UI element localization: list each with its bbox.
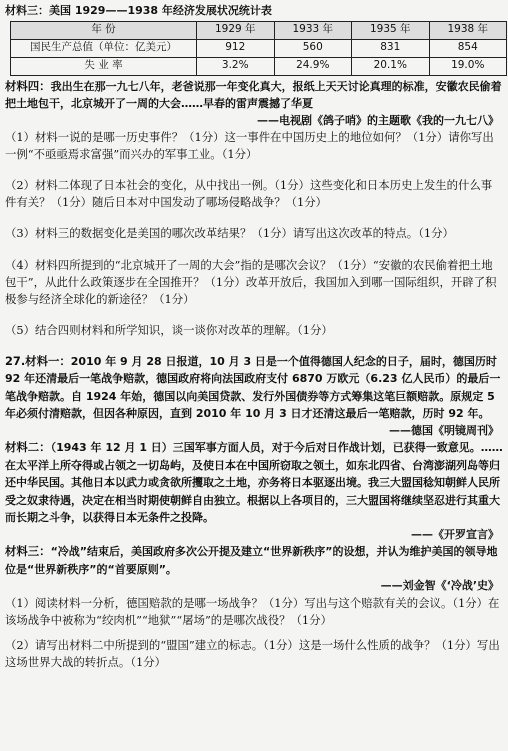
q27-material2-text: （1943 年 12 月 1 日）三国军事方面人员，对于今后对日作战计划，已获得一致意见。……在太平洋上所夺得或占领之一切岛屿，及使日本在中国所窃取之领土，如东北四省、台湾澎湖列岛等归还中华民国。其他日本以武力或贪欲所攫取之土地，亦务将日本驱逐出境。我三大盟国稔知朝鲜人民所受之奴隶待遇，决定在相当时期使朝鲜自由独立。根据以上各项目的，三大盟国将继续坚忍进行其重大而长期之斗争，以获得日本无条件之投降。 bbox=[5, 441, 503, 525]
q27-material1-source: ——德国《明镜周刊》 bbox=[389, 423, 499, 437]
table-header-cell: 年 份 bbox=[11, 21, 197, 39]
question-3: （3）材料三的数据变化是美国的哪次改革结果？（1分）请写出这次改革的特点。（1分） bbox=[5, 226, 454, 241]
table-header-cell: 1929 年 bbox=[197, 21, 275, 39]
q27-material1-text: 2010 年 9 月 28 日报道，10 月 3 日是一个值得德国人纪念的日子，届时，德国历时 92 年还清最后一笔战争赔款，德国政府将向法国政府支付 6870 万欧元（6.23 亿人民币）的最后一笔战争赔款。自 1924 年始，德国以向美国贷款、发行外国债券等方式筹集这笔巨额赔款。原规定 5 年必须付清赔款，但因各种原因，直到 2010 年 10 月 3 日才还清这最后一笔赔款，历时 92 年。 bbox=[5, 354, 501, 421]
material4-label: 材料四： bbox=[5, 78, 51, 93]
table-header-cell: 1933 年 bbox=[274, 21, 352, 39]
question-1: （1）材料一说的是哪一历史事件？（1分）这一事件在中国历史上的地位如何？（1分）请你写出一例“不亟亟焉求富强”而兴办的军事工业。（1分） bbox=[5, 130, 494, 162]
material4-text: 我出生在那一九七八年，老爸说那一年变化真大，报纸上天天讨论真理的标准，安徽农民偷着把土地包干，北京城开了一周的大会……早春的雷声震撼了华夏 bbox=[5, 79, 502, 110]
q27-material3-label: 材料三： bbox=[5, 544, 51, 559]
table-cell: 20.1% bbox=[352, 57, 430, 75]
q27-material3-source: ——刘金智《‘冷战’史》 bbox=[380, 579, 499, 593]
table-header-cell: 1938 年 bbox=[429, 21, 507, 39]
table-cell: 19.0% bbox=[429, 57, 507, 75]
q27-question-2: （2）请写出材料二中所提到的“盟国”建立的标志。（1分）这是一场什么性质的战争？（1分）写出这场世界大战的转折点。（1分） bbox=[5, 638, 500, 670]
question-4: （4）材料四所提到的“北京城开了一周的大会”指的是哪次会议？（1分）“安徽的农民偷着把土地包干”，从此什么政策逐步在全国推开？（1分）改革开放后，我国加入到哪一国际组织，开辟了积极参与经济全球化的新途径？（1分） bbox=[5, 257, 497, 306]
table-cell: 854 bbox=[429, 39, 507, 57]
question-5: （5）结合四则材料和所学知识，谈一谈你对改革的理解。（1分） bbox=[5, 322, 333, 337]
q27-material1 bbox=[5, 353, 503, 423]
table-cell: 912 bbox=[197, 39, 275, 57]
table-header-row bbox=[11, 21, 507, 39]
table-row bbox=[11, 57, 507, 75]
q27-material2-label: 材料二： bbox=[5, 440, 51, 455]
table-cell: 国民生产总值（单位：亿美元） bbox=[11, 39, 197, 57]
table-row bbox=[11, 39, 507, 57]
q27-material1-label: 27.材料一： bbox=[5, 353, 71, 368]
economy-table bbox=[10, 21, 507, 76]
material4-paragraph bbox=[5, 78, 503, 113]
material4-source: ——电视剧《鸽子哨》的主题歌《我的一九七八》 bbox=[257, 113, 499, 127]
table-cell: 831 bbox=[352, 39, 430, 57]
q27-material2 bbox=[5, 439, 503, 527]
material3-title: 材料三：美国 1929——1938 年经济发展状况统计表 bbox=[5, 4, 272, 17]
table-cell: 24.9% bbox=[274, 57, 352, 75]
q27-material3-text: “冷战”结束后，美国政府多次公开提及建立“世界新秩序”的设想，并认为维护美国的领导地位是“世界新秩序”的“首要原则”。 bbox=[5, 545, 498, 576]
table-cell: 失 业 率 bbox=[11, 57, 197, 75]
q27-question-1: （1）阅读材料一分析，德国赔款的是哪一场战争？（1分）写出与这个赔款有关的会议。（1分）在该场战争中被称为“绞肉机”“地狱”“屠场”的是哪次战役？（1分） bbox=[5, 595, 500, 628]
question-2: （2）材料二体现了日本社会的变化，从中找出一例。（1分）这些变化和日本历史上发生的什么事件有关？（1分）随后日本对中国发动了哪场侵略战争？（1分） bbox=[5, 178, 493, 210]
q27-material2-source: ——《开罗宣言》 bbox=[411, 527, 499, 541]
table-cell: 560 bbox=[274, 39, 352, 57]
q27-material3 bbox=[5, 543, 503, 578]
table-header-cell: 1935 年 bbox=[352, 21, 430, 39]
table-cell: 3.2% bbox=[197, 57, 275, 75]
